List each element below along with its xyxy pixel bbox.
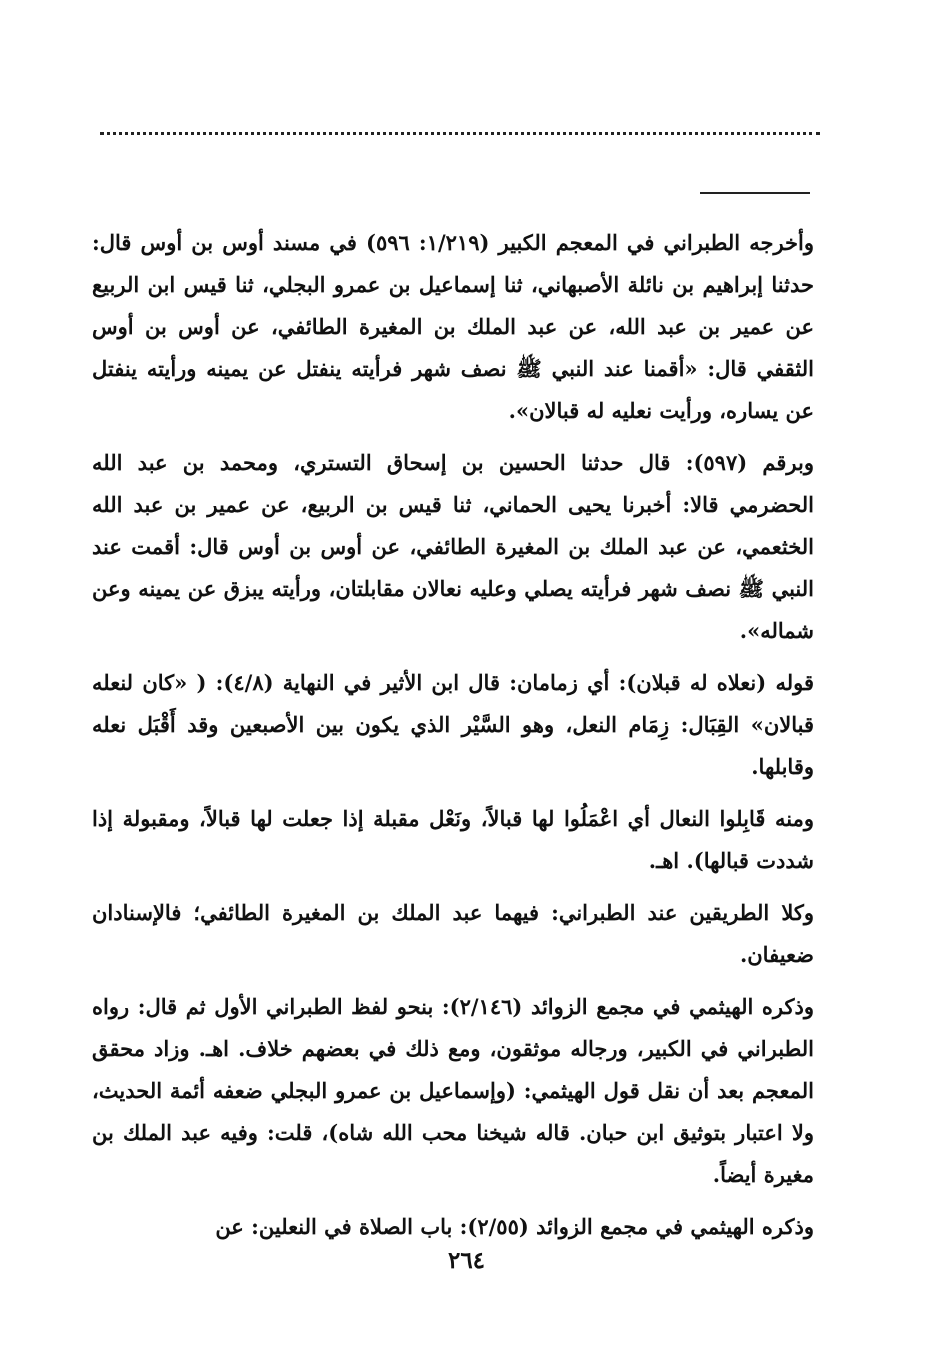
paragraph: ومنه قَابِلوا النعال أي اعْمَلُوا لها قبالاً، ونَعْل مقبلة إذا جعلت لها قبالاً، ومقبولة إذا شددت قبالها). اهـ. (92, 806, 814, 873)
paragraph: وأخرجه الطبراني في المعجم الكبير (١/٢١٩: ٥٩٦) في مسند أوس بن أوس قال: حدثنا إبراهيم بن نائلة الأصبهاني، ثنا إسماعيل بن عمرو البجلي، ثنا قيس ابن الربيع عن عمير بن عبد الله، عن عبد الملك بن المغيرة الطائفي، عن أوس بن أوس الثقفي قال: «أقمنا عند النبي ﷺ نصف شهر فرأيته ينفتل عن يمينه ورأيته ينفتل عن يساره، ورأيت نعليه له قبالان». (92, 230, 815, 423)
paragraph: وذكره الهيثمي في مجمع الزوائد (٢/١٤٦): بنحو لفظ الطبراني الأول ثم قال: رواه الطبراني في الكبير، ورجاله موثقون، ومع ذلك في بعضهم خلاف. اهـ. وزاد محقق المعجم بعد أن نقل قول الهيثمي: (وإسماعيل بن عمرو البجلي ضعفه أئمة الحديث، ولا اعتبار بتوثيق ابن حبان. قاله شيخنا محب الله شاه)، قلت: وفيه عبد الملك بن مغيرة أيضاً. (92, 994, 814, 1187)
footnote-body (92, 222, 814, 1248)
page-number: ٢٦٤ (447, 1247, 486, 1274)
paragraph: قوله (نعلاه له قبلان): أي زمامان: قال ابن الأثير في النهاية (٤/٨): ( «كان لنعله قبالان» القِبَال: زِمَام النعل، وهو السَّيْر الذي يكون بين الأصبعين وقد أَقْبَل نعله وقابلها. (92, 670, 814, 779)
paragraph: وبرقم (٥٩٧): قال حدثنا الحسين بن إسحاق التستري، ومحمد بن عبد الله الحضرمي قالا: أخبرنا يحيى الحماني، ثنا قيس بن الربيع، عن عمير بن عبد الله الخثعمي، عن عبد الملك بن المغيرة الطائفي، عن أوس بن أوس قال: أقمت عند النبي ﷺ نصف شهر فرأيته يصلي وعليه نعالان مقابلتان، ورأيته يبزق عن يمينه وعن شماله». (92, 450, 815, 643)
paragraph: وكلا الطريقين عند الطبراني: فيهما عبد الملك بن المغيرة الطائفي؛ فالإسنادان ضعيفان. (92, 900, 814, 967)
footnote-rule (700, 192, 810, 194)
section-dotted-separator (100, 132, 820, 155)
paragraph: وذكره الهيثمي في مجمع الزوائد (٢/٥٥): باب الصلاة في النعلين: عن (215, 1214, 814, 1239)
